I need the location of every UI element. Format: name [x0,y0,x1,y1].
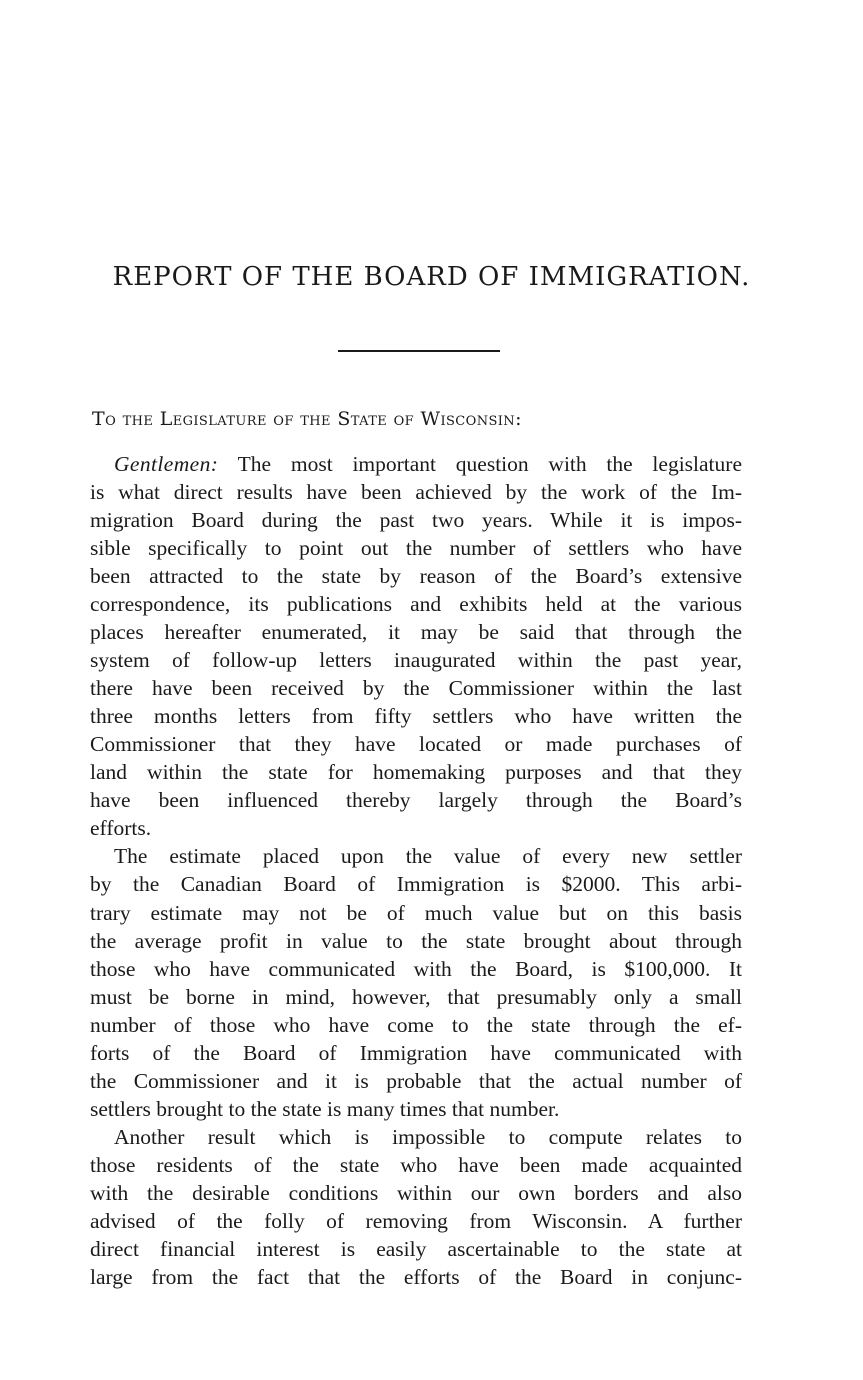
paragraph-1-line: three months letters from fifty settlers who have written the [90,704,742,729]
paragraph-2-line: number of those who have come to the state through the ef- [90,1012,742,1037]
paragraph-2-line: those who have communicated with the Board, is $100,000. It [90,956,742,981]
paragraph-2-line: the average profit in value to the state brought about through [90,928,742,953]
paragraph-1-line: system of follow-up letters inaugurated within the past year, [90,648,742,673]
paragraph-2-line: settlers brought to the state is many times that number. [90,1096,560,1121]
salute-word: Gentlemen: [114,452,219,476]
paragraph-3-line: large from the fact that the efforts of the Board in conjunc- [90,1264,742,1289]
paragraph-2-line: forts of the Board of Immigration have communicated with [90,1040,742,1065]
paragraph-3-line: those residents of the state who have been made acquainted [90,1152,742,1177]
paragraph-2-line: trary estimate may not be of much value but on this basis [90,900,742,925]
salutation-line: To the Legislature of the State of Wisconsin: [92,408,522,430]
title-divider [338,350,500,352]
body-text [90,450,742,1291]
paragraph-1-line: there have been received by the Commissioner within the last [90,676,742,701]
paragraph-3-line: direct financial interest is easily ascertainable to the state at [90,1236,742,1261]
paragraph-3-line: advised of the folly of removing from Wisconsin. A further [90,1208,742,1233]
paragraph-1-line: Gentlemen: The most important question with the legislature [114,452,742,476]
report-title: REPORT OF THE BOARD OF IMMIGRATION. [112,262,751,292]
paragraph-2-line: must be borne in mind, however, that presumably only a small [90,984,742,1009]
paragraph-1-line: places hereafter enumerated, it may be said that through the [90,620,742,645]
paragraph-2-line: the Commissioner and it is probable that the actual number of [90,1068,742,1093]
paragraph-1-line: sible specifically to point out the number of settlers who have [90,536,742,561]
paragraph-1-line: have been influenced thereby largely through the Board’s [90,788,742,813]
paragraph-1-line: migration Board during the past two years. While it is impos- [90,508,742,533]
paragraph-1-line: is what direct results have been achieved by the work of the Im- [90,480,742,505]
paragraph-1-line: Commissioner that they have located or made purchases of [90,732,742,757]
paragraph-3-line: with the desirable conditions within our own borders and also [90,1180,742,1205]
paragraph-1-line: land within the state for homemaking purposes and that they [90,760,742,785]
paragraph-3-line: Another result which is impossible to compute relates to [114,1124,742,1149]
paragraph-1-line: correspondence, its publications and exhibits held at the various [90,592,742,617]
paragraph-2-line: The estimate placed upon the value of every new settler [114,844,742,869]
paragraph-2-line: by the Canadian Board of Immigration is $2000. This arbi- [90,872,742,897]
paragraph-1-line: been attracted to the state by reason of the Board’s extensive [90,564,742,589]
paragraph-1-line: efforts. [90,816,152,841]
